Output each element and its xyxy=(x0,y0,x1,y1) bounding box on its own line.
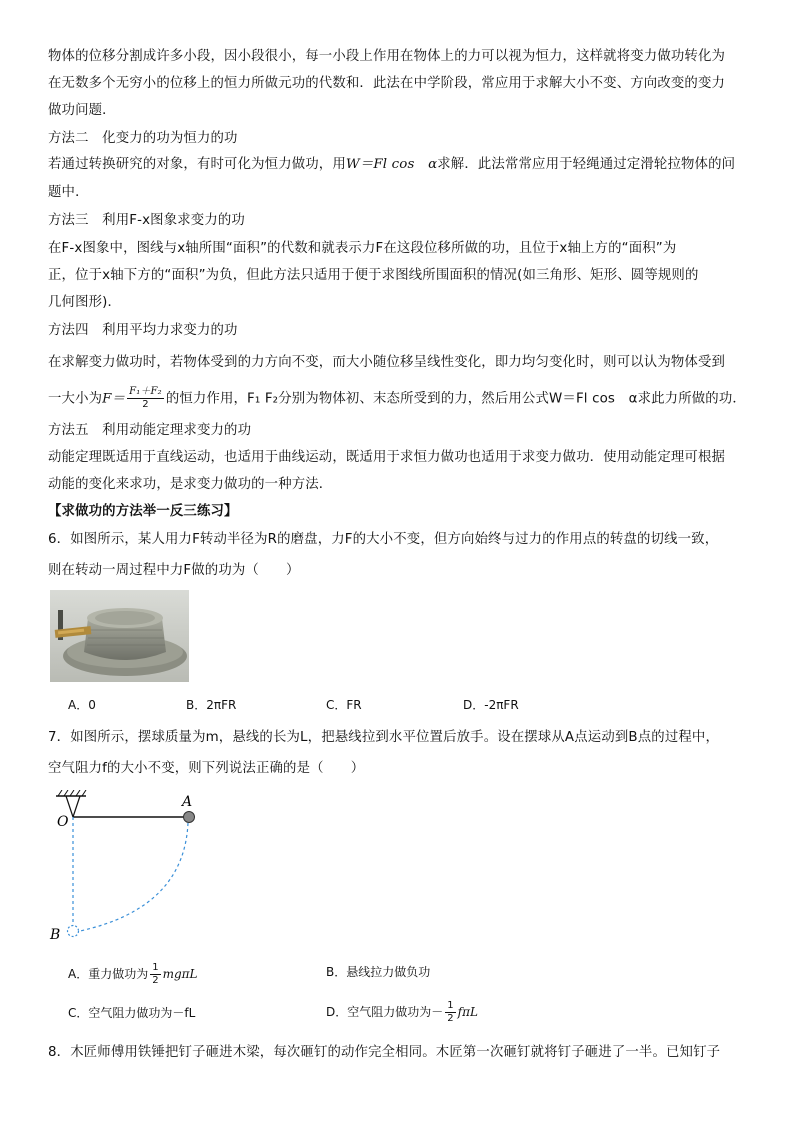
method5-line1: 动能定理既适用于直线运动，也适用于曲线运动，既适用于求恒力做功也适用于求变力做功．使用动能定理可根据 xyxy=(48,450,726,465)
q7-option-a[interactable] xyxy=(68,962,198,987)
millstone-photo xyxy=(50,590,189,682)
q6-line2: 则在转动一周过程中力F做的功为（ ） xyxy=(48,563,300,578)
para1-line1: 物体的位移分割成许多小段，因小段很小，每一小段上作用在物体上的力可以视为恒力，这样就将变力做功转化为 xyxy=(48,49,726,64)
method2-text-b: 求解．此法常常应用于轻绳通过定滑轮拉物体的问 xyxy=(437,157,736,172)
method2-formula: W＝Fl cos α xyxy=(345,157,438,172)
q7-line1: 7．如图所示，摆球质量为m，悬线的长为L，把悬线拉到水平位置后放手。设在摆球从A点运动到B点的过程中， xyxy=(48,730,719,745)
q7-a-num: 1 xyxy=(152,962,159,973)
method2-line2: 题中． xyxy=(48,185,89,200)
q6-option-d[interactable]: D．-2πFR xyxy=(463,698,519,712)
q6-option-b[interactable]: B．2πFR xyxy=(186,698,237,712)
method3-line3: 几何图形)． xyxy=(48,295,122,310)
pendulum-diagram xyxy=(44,790,234,950)
q7-d-num: 1 xyxy=(447,1000,454,1011)
q7-option-d-text: D．空气阻力做功为－ xyxy=(326,1005,444,1019)
para1-line2: 在无数多个无穷小的位移上的恒力所做元功的代数和．此法在中学阶段，常应用于求解大小不变、方向改变的变力 xyxy=(48,76,726,91)
q7-option-d-expr: fπL xyxy=(457,1005,478,1019)
q7-option-c[interactable]: C．空气阻力做功为－fL xyxy=(68,1006,196,1020)
method5-line2: 动能的变化来求功，是求变力做功的一种方法． xyxy=(48,477,333,492)
support-line-right xyxy=(73,796,80,817)
q7-line2: 空气阻力f的大小不变，则下列说法正确的是（ ） xyxy=(48,761,365,776)
ceiling-hatching xyxy=(58,790,86,796)
label-o: O xyxy=(57,814,69,830)
q7-option-b[interactable]: B．悬线拉力做负功 xyxy=(326,965,431,979)
para1-line3: 做功问题． xyxy=(48,103,116,118)
q7-a-den: 2 xyxy=(152,975,159,986)
method5-title: 方法五 利用动能定理求变力的功 xyxy=(48,423,252,438)
fraction-numerator: F₁＋F₂ xyxy=(129,386,162,397)
q7-option-d[interactable] xyxy=(326,1000,478,1025)
method4-line1: 在求解变力做功时，若物体受到的力方向不变，而大小随位移呈线性变化，即力均匀变化时，则可以认为物体受到 xyxy=(48,355,726,370)
method4-text-b: 的恒力作用，F₁ F₂分别为物体初、末态所受到的力，然后用公式W＝Fl cos α求此力所做的功． xyxy=(165,391,746,407)
q7-option-a-expr: mgπL xyxy=(162,967,198,981)
q6-option-c[interactable]: C．FR xyxy=(326,698,362,712)
method2-line1 xyxy=(48,156,735,174)
label-b: B xyxy=(50,927,61,943)
fraction-denominator: 2 xyxy=(142,399,149,410)
pendulum-ball-a xyxy=(184,812,195,823)
method2-title: 方法二 化变力的功为恒力的功 xyxy=(48,131,238,146)
q7-option-d-fraction xyxy=(445,1000,455,1025)
q8-line1: 8．木匠师傅用铁锤把钉子砸进木梁，每次砸钉的动作完全相同。木匠第一次砸钉就将钉子砸进了一半。已知钉子 xyxy=(48,1045,721,1060)
method3-title: 方法三 利用F-x图象求变力的功 xyxy=(48,213,245,228)
q7-option-a-text: A．重力做功为 xyxy=(68,967,149,981)
practice-section-title: 【求做功的方法举一反三练习】 xyxy=(48,504,238,519)
q7-d-den: 2 xyxy=(447,1013,454,1024)
label-a: A xyxy=(182,794,193,810)
method4-title: 方法四 利用平均力求变力的功 xyxy=(48,323,238,338)
method3-line1: 在F-x图象中，图线与x轴所围“面积”的代数和就表示力F在这段位移所做的功，且位于x轴上方的“面积”为 xyxy=(48,241,677,256)
q7-option-a-fraction xyxy=(150,962,160,987)
method4-F-eq: F＝ xyxy=(102,391,126,407)
q6-option-a[interactable]: A．0 xyxy=(68,698,96,712)
pendulum-ball-b xyxy=(68,926,79,937)
swing-arc-dashed xyxy=(80,823,188,931)
method3-line2: 正，位于x轴下方的“面积”为负，但此方法只适用于便于求图线所围面积的情况(如三角形、矩形、圆等规则的 xyxy=(48,268,699,283)
method4-line2 xyxy=(48,386,746,413)
method2-text-a: 若通过转换研究的对象，有时可化为恒力做功，用 xyxy=(48,157,346,172)
q6-line1: 6．如图所示，某人用力F转动半径为R的磨盘，力F的大小不变，但方向始终与过力的作用点的转盘的切线一致， xyxy=(48,532,719,547)
average-force-fraction xyxy=(127,386,164,411)
method4-text-a: 一大小为 xyxy=(48,391,103,407)
